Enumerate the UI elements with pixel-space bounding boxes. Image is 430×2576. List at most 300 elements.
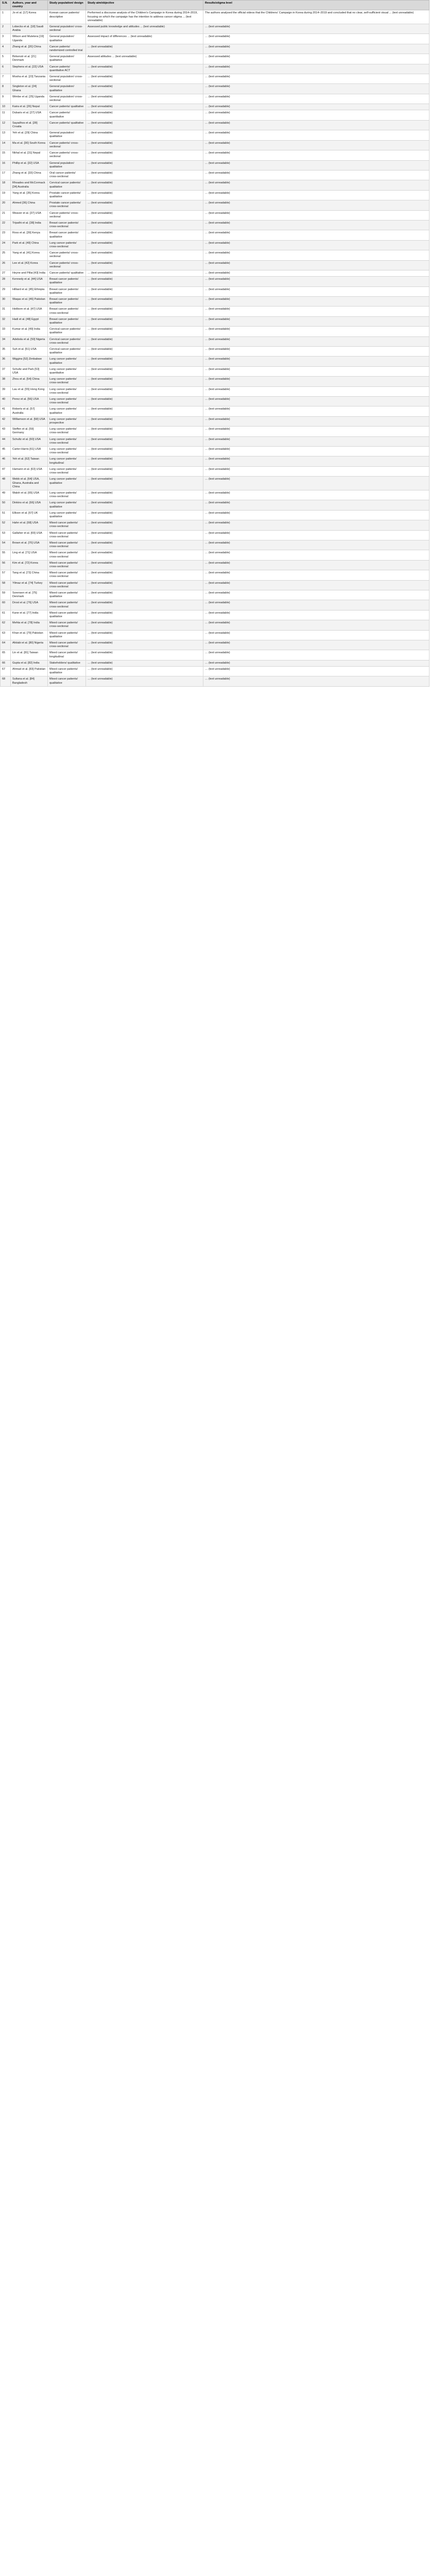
cell-aim: … (text unreadable) (86, 630, 203, 640)
cell-design: Lung cancer patients/ quantitative (48, 366, 86, 376)
cell-authors: Ahmad et al. [83] Pakistan (11, 667, 48, 676)
table-row (1, 220, 429, 230)
cell-results: … (text unreadable) (203, 230, 429, 240)
cell-aim: … (text unreadable) (86, 307, 203, 316)
cell-aim: Assessed public knowledge and attitudes ... (text unreadable) (86, 24, 203, 34)
table-row (1, 386, 429, 396)
cell-design: Lung cancer patients/ qualitative (48, 357, 86, 366)
cell-results: … (text unreadable) (203, 160, 429, 170)
table-row (1, 74, 429, 84)
cell-sn: 15 (1, 150, 11, 160)
table-row (1, 34, 429, 44)
cell-design: General population/ cross-sectional (48, 74, 86, 84)
cell-results: … (text unreadable) (203, 600, 429, 610)
cell-authors: Jo et al. [17] Korea (11, 10, 48, 24)
cell-design: Lung cancer patients/ cross-sectional (48, 377, 86, 386)
cell-sn: 19 (1, 190, 11, 200)
cell-sn: 21 (1, 210, 11, 220)
cell-design: Mixed cancer patients/ cross-sectional (48, 580, 86, 590)
table-row (1, 397, 429, 406)
cell-results: … (text unreadable) (203, 277, 429, 286)
cell-authors: Perez et al. [56] USA (11, 397, 48, 406)
table-row (1, 110, 429, 120)
table-row (1, 427, 429, 436)
table-row (1, 277, 429, 286)
cell-design: Oral cancer patients/ cross-sectional (48, 170, 86, 180)
header-design: Study population/ design (48, 1, 86, 10)
cell-design: General population/ qualitative (48, 34, 86, 44)
cell-aim: … (text unreadable) (86, 427, 203, 436)
cell-design: Breast cancer patients/ qualitative (48, 230, 86, 240)
cell-aim: … (text unreadable) (86, 286, 203, 296)
cell-sn: 24 (1, 240, 11, 250)
cell-authors: Birkenstr et al. [21] Denmark (11, 54, 48, 64)
table-row (1, 210, 429, 220)
cell-results: … (text unreadable) (203, 386, 429, 396)
cell-design: Mixed cancer patients/ cross-sectional (48, 530, 86, 540)
table-body (1, 10, 429, 686)
cell-sn: 44 (1, 436, 11, 446)
cell-design: Lung cancer patients/ qualitative (48, 500, 86, 510)
cell-authors: Tang et al. [73] China (11, 570, 48, 580)
header-sn: S.N. (1, 1, 11, 10)
cell-results: … (text unreadable) (203, 660, 429, 666)
cell-design: Mixed cancer patients/ qualitative (48, 630, 86, 640)
cell-sn: 11 (1, 110, 11, 120)
cell-results: … (text unreadable) (203, 270, 429, 276)
cell-authors: Sultana et al. [84] Bangladesh (11, 676, 48, 686)
table-row (1, 44, 429, 54)
cell-authors: Williamson et al. [58] USA (11, 416, 48, 426)
cell-sn: 32 (1, 316, 11, 326)
cell-results: … (text unreadable) (203, 190, 429, 200)
cell-design: General population/ cross-sectional (48, 94, 86, 104)
cell-sn: 23 (1, 230, 11, 240)
cell-aim: Assessed attitudes ... (text unreadable) (86, 54, 203, 64)
cell-aim: … (text unreadable) (86, 640, 203, 650)
cell-authors: Carter-Harris [61] USA (11, 447, 48, 456)
cell-design: Cancer patients/ cross-sectional (48, 260, 86, 270)
cell-aim: … (text unreadable) (86, 190, 203, 200)
cell-sn: 26 (1, 260, 11, 270)
table-row (1, 190, 429, 200)
table-row (1, 660, 429, 666)
cell-authors: Hilliard et al. [45] Ethiopia (11, 286, 48, 296)
cell-design: Lung cancer patients/ qualitative (48, 406, 86, 416)
cell-aim: … (text unreadable) (86, 74, 203, 84)
cell-design: Lung cancer patients/ cross-sectional (48, 240, 86, 250)
cell-results: … (text unreadable) (203, 150, 429, 160)
header-aim: Study aim/objective (86, 1, 203, 10)
cell-authors: Walsh et al. [65] USA (11, 490, 48, 500)
cell-design: Cervical cancer patients/ qualitative (48, 347, 86, 357)
cell-design: Mixed cancer patients/ qualitative (48, 590, 86, 600)
table-row (1, 94, 429, 104)
cell-design: Breast cancer patients/ cross-sectional (48, 307, 86, 316)
cell-sn: 49 (1, 490, 11, 500)
cell-sn: 52 (1, 520, 11, 530)
cell-results: … (text unreadable) (203, 580, 429, 590)
cell-authors: Zhou et al. [54] China (11, 377, 48, 386)
cell-aim: … (text unreadable) (86, 94, 203, 104)
cell-sn: 67 (1, 667, 11, 676)
cell-authors: Yeh et al. [62] Taiwan (11, 456, 48, 466)
cell-authors: Roberts et al. [57] Australia (11, 406, 48, 416)
cell-design: Cancer patients/ qualitative (48, 104, 86, 110)
table-row (1, 466, 429, 476)
cell-aim: … (text unreadable) (86, 600, 203, 610)
table-row (1, 327, 429, 336)
cell-design: Lung cancer patients/ cross-sectional (48, 490, 86, 500)
cell-results: … (text unreadable) (203, 84, 429, 94)
cell-sn: 50 (1, 500, 11, 510)
cell-authors: Yang et al. [35] Korea (11, 190, 48, 200)
cell-aim: … (text unreadable) (86, 270, 203, 276)
cell-aim: … (text unreadable) (86, 580, 203, 590)
cell-sn: 45 (1, 447, 11, 456)
cell-design: Mixed cancer patients/ cross-sectional (48, 550, 86, 560)
cell-authors: Lobecks et al. [18] Saudi Arabia (11, 24, 48, 34)
cell-results: … (text unreadable) (203, 520, 429, 530)
cell-authors: Yeh et al. [29] China (11, 130, 48, 140)
cell-aim: … (text unreadable) (86, 210, 203, 220)
cell-authors: Wiggins [52] Zimbabwe (11, 357, 48, 366)
cell-design: Breast cancer patients/ qualitative (48, 316, 86, 326)
cell-results: … (text unreadable) (203, 610, 429, 620)
cell-results: … (text unreadable) (203, 220, 429, 230)
cell-sn: 5 (1, 54, 11, 64)
cell-aim: … (text unreadable) (86, 250, 203, 260)
cell-design: Prostate cancer patients/ cross-sectional (48, 200, 86, 210)
table-row (1, 180, 429, 190)
cell-sn: 14 (1, 140, 11, 150)
cell-authors: Schultz et al. [60] USA (11, 436, 48, 446)
cell-aim: … (text unreadable) (86, 316, 203, 326)
cell-authors: Gupta et al. [82] India (11, 660, 48, 666)
cell-design: Mixed cancer patients/ qualitative (48, 667, 86, 676)
cell-results: … (text unreadable) (203, 570, 429, 580)
cell-sn: 38 (1, 377, 11, 386)
table-row (1, 250, 429, 260)
cell-sn: 2 (1, 24, 11, 34)
cell-aim: … (text unreadable) (86, 44, 203, 54)
cell-sn: 8 (1, 84, 11, 94)
studies-table (0, 0, 429, 687)
cell-aim: … (text unreadable) (86, 347, 203, 357)
cell-aim: … (text unreadable) (86, 510, 203, 520)
cell-results: … (text unreadable) (203, 307, 429, 316)
cell-results: … (text unreadable) (203, 170, 429, 180)
cell-aim: … (text unreadable) (86, 130, 203, 140)
cell-authors: Lee et al. [42] Korea (11, 260, 48, 270)
cell-results: … (text unreadable) (203, 24, 429, 34)
cell-sn: 22 (1, 220, 11, 230)
cell-results: … (text unreadable) (203, 94, 429, 104)
cell-authors: Heilborn et al. [47] USA (11, 307, 48, 316)
cell-sn: 57 (1, 570, 11, 580)
cell-results: … (text unreadable) (203, 74, 429, 84)
cell-sn: 28 (1, 277, 11, 286)
table-row (1, 676, 429, 686)
cell-design: General population/ qualitative (48, 160, 86, 170)
cell-design: General population/ cross-sectional (48, 24, 86, 34)
cell-sn: 61 (1, 610, 11, 620)
cell-sn: 18 (1, 180, 11, 190)
cell-results: … (text unreadable) (203, 110, 429, 120)
table-row (1, 84, 429, 94)
table-row (1, 150, 429, 160)
cell-aim: … (text unreadable) (86, 436, 203, 446)
cell-aim: … (text unreadable) (86, 500, 203, 510)
cell-authors: Kennedy et al. [44] USA (11, 277, 48, 286)
cell-aim: … (text unreadable) (86, 530, 203, 540)
cell-authors: Lin et al. [81] Taiwan (11, 650, 48, 660)
cell-authors: Nkhal et al. [31] Nepal (11, 150, 48, 160)
table-row (1, 650, 429, 660)
cell-results: … (text unreadable) (203, 436, 429, 446)
table-row (1, 610, 429, 620)
table-row (1, 270, 429, 276)
cell-results: … (text unreadable) (203, 34, 429, 44)
cell-results: … (text unreadable) (203, 500, 429, 510)
cell-aim: … (text unreadable) (86, 397, 203, 406)
cell-results: … (text unreadable) (203, 676, 429, 686)
cell-design: Prostate cancer patients/ qualitative (48, 190, 86, 200)
cell-results: … (text unreadable) (203, 180, 429, 190)
cell-sn: 40 (1, 397, 11, 406)
cell-design: Mixed cancer patients/ qualitative (48, 676, 86, 686)
cell-aim: … (text unreadable) (86, 590, 203, 600)
cell-results: … (text unreadable) (203, 130, 429, 140)
table-row (1, 600, 429, 610)
cell-aim: … (text unreadable) (86, 466, 203, 476)
cell-results: … (text unreadable) (203, 406, 429, 416)
cell-results: … (text unreadable) (203, 260, 429, 270)
cell-results: … (text unreadable) (203, 104, 429, 110)
cell-aim: … (text unreadable) (86, 120, 203, 130)
cell-authors: Ellison et al. [67] UK (11, 510, 48, 520)
cell-authors: Afolabi et al. [80] Nigeria (11, 640, 48, 650)
table-row (1, 530, 429, 540)
cell-results: The authors analysed the official videos that the Childrens' Campaign in Korea during 2014–2019 and concluded that no clear, self-sufficient visual ... (text unreadable) (203, 10, 429, 24)
cell-results: … (text unreadable) (203, 477, 429, 490)
cell-design: Mixed cancer patients/ cross-sectional (48, 600, 86, 610)
cell-authors: Stephens et al. [22] USA (11, 64, 48, 74)
cell-design: Lung cancer patients/ cross-sectional (48, 447, 86, 456)
cell-sn: 55 (1, 550, 11, 560)
cell-design: Mixed cancer patients/ cross-sectional (48, 640, 86, 650)
cell-authors: Weaver et al. [37] USA (11, 210, 48, 220)
cell-results: … (text unreadable) (203, 210, 429, 220)
cell-results: … (text unreadable) (203, 316, 429, 326)
cell-aim: … (text unreadable) (86, 490, 203, 500)
cell-authors: Waqas et al. [46] Pakistan (11, 296, 48, 306)
cell-results: … (text unreadable) (203, 510, 429, 520)
cell-aim: … (text unreadable) (86, 650, 203, 660)
cell-aim: … (text unreadable) (86, 406, 203, 416)
cell-sn: 42 (1, 416, 11, 426)
cell-design: Cervical cancer patients/ qualitative (48, 327, 86, 336)
cell-sn: 16 (1, 160, 11, 170)
cell-design: Mixed cancer patients/ cross-sectional (48, 560, 86, 570)
cell-design: General population/ qualitative (48, 84, 86, 94)
cell-sn: 54 (1, 540, 11, 550)
cell-sn: 47 (1, 466, 11, 476)
cell-aim: … (text unreadable) (86, 140, 203, 150)
table-row (1, 230, 429, 240)
table-row (1, 640, 429, 650)
cell-design: Lung cancer patients/ cross-sectional (48, 466, 86, 476)
cell-authors: Heyne and Pillai [43] India (11, 270, 48, 276)
table-row (1, 140, 429, 150)
table-row (1, 366, 429, 376)
cell-results: … (text unreadable) (203, 296, 429, 306)
cell-sn: 65 (1, 650, 11, 660)
cell-authors: Suh et al. [51] USA (11, 347, 48, 357)
table-row (1, 307, 429, 316)
cell-results: … (text unreadable) (203, 140, 429, 150)
cell-results: … (text unreadable) (203, 200, 429, 210)
cell-aim: … (text unreadable) (86, 160, 203, 170)
cell-design: Cancer patients/ randomized controlled trial (48, 44, 86, 54)
cell-aim: … (text unreadable) (86, 610, 203, 620)
cell-aim: … (text unreadable) (86, 277, 203, 286)
cell-authors: Brown et al. [70] USA (11, 540, 48, 550)
cell-aim: … (text unreadable) (86, 416, 203, 426)
cell-results: … (text unreadable) (203, 640, 429, 650)
cell-aim: … (text unreadable) (86, 620, 203, 630)
cell-authors: Mehta et al. [78] India (11, 620, 48, 630)
cell-authors: Zhang et al. [33] China (11, 170, 48, 180)
cell-design: Mixed cancer patients/ cross-sectional (48, 570, 86, 580)
cell-authors: Yang et al. [41] Korea (11, 250, 48, 260)
cell-results: … (text unreadable) (203, 357, 429, 366)
cell-sn: 29 (1, 286, 11, 296)
table-row (1, 240, 429, 250)
cell-aim: … (text unreadable) (86, 260, 203, 270)
cell-aim: … (text unreadable) (86, 104, 203, 110)
cell-results: … (text unreadable) (203, 540, 429, 550)
cell-aim: … (text unreadable) (86, 477, 203, 490)
cell-sn: 60 (1, 600, 11, 610)
cell-design: Mixed cancer patients/ qualitative (48, 610, 86, 620)
cell-design: Lung cancer patients/ qualitative (48, 477, 86, 490)
cell-aim: Performed a discourse analysis of the Children's Campaign in Korea during 2014–2019, focusing on which the campaign has the intention to address cancer stigma ... (text unreadable) (86, 10, 203, 24)
cell-aim: … (text unreadable) (86, 327, 203, 336)
cell-sn: 59 (1, 590, 11, 600)
table-row (1, 590, 429, 600)
table-row (1, 620, 429, 630)
cell-results: … (text unreadable) (203, 447, 429, 456)
cell-sn: 10 (1, 104, 11, 110)
cell-sn: 25 (1, 250, 11, 260)
cell-design: Lung cancer patients/ cross-sectional (48, 436, 86, 446)
table-row (1, 500, 429, 510)
cell-results: … (text unreadable) (203, 466, 429, 476)
cell-sn: 58 (1, 580, 11, 590)
cell-sn: 4 (1, 44, 11, 54)
cell-sn: 1 (1, 10, 11, 24)
table-row (1, 560, 429, 570)
cell-sn: 27 (1, 270, 11, 276)
cell-sn: 53 (1, 530, 11, 540)
cell-authors: Rhoades and McCormack [34] Australia (11, 180, 48, 190)
table-row (1, 377, 429, 386)
cell-design: Lung cancer patients/ prospective (48, 416, 86, 426)
cell-aim: … (text unreadable) (86, 456, 203, 466)
cell-design: Lung cancer patients/ longitudinal (48, 456, 86, 466)
table-row (1, 286, 429, 296)
cell-results: … (text unreadable) (203, 336, 429, 346)
cell-sn: 9 (1, 94, 11, 104)
table-row (1, 630, 429, 640)
cell-design: General population/ qualitative (48, 54, 86, 64)
cell-design: Cancer patients/ quantitative ACT (48, 64, 86, 74)
cell-sn: 3 (1, 34, 11, 44)
cell-results: … (text unreadable) (203, 54, 429, 64)
table-row (1, 570, 429, 580)
results-table-container (0, 0, 429, 687)
cell-sn: 33 (1, 327, 11, 336)
table-row (1, 416, 429, 426)
cell-sn: 36 (1, 357, 11, 366)
table-row (1, 520, 429, 530)
table-row (1, 64, 429, 74)
table-row (1, 436, 429, 446)
cell-aim: … (text unreadable) (86, 377, 203, 386)
cell-design: Mixed cancer patients/ longitudinal (48, 650, 86, 660)
cell-results: … (text unreadable) (203, 650, 429, 660)
table-row (1, 160, 429, 170)
cell-sn: 64 (1, 640, 11, 650)
cell-sn: 41 (1, 406, 11, 416)
table-row (1, 104, 429, 110)
cell-sn: 7 (1, 74, 11, 84)
cell-results: … (text unreadable) (203, 550, 429, 560)
cell-results: … (text unreadable) (203, 416, 429, 426)
table-row (1, 120, 429, 130)
cell-authors: Ma et al. [30] South Korea (11, 140, 48, 150)
cell-sn: 35 (1, 347, 11, 357)
cell-results: … (text unreadable) (203, 620, 429, 630)
cell-design: Korean cancer patients/ descriptive (48, 10, 86, 24)
cell-design: Breast cancer patients/ qualitative (48, 277, 86, 286)
table-row (1, 357, 429, 366)
cell-authors: Lau et al. [55] Hong Kong (11, 386, 48, 396)
cell-sn: 51 (1, 510, 11, 520)
cell-authors: Kumar et al. [49] India (11, 327, 48, 336)
cell-design: Cancer patients/ qualitative (48, 120, 86, 130)
table-row (1, 347, 429, 357)
cell-sn: 68 (1, 676, 11, 686)
cell-aim: … (text unreadable) (86, 230, 203, 240)
cell-design: Cancer patients/ qualitative (48, 270, 86, 276)
cell-aim: Assessed impact of differences ... (text unreadable) (86, 34, 203, 44)
cell-authors: Sayadhos et al. [28] Croatia (11, 120, 48, 130)
cell-results: … (text unreadable) (203, 286, 429, 296)
cell-authors: Singleton et al. [24] Ghana (11, 84, 48, 94)
cell-design: Cancer patients/ cross-sectional (48, 210, 86, 220)
cell-aim: … (text unreadable) (86, 540, 203, 550)
cell-results: … (text unreadable) (203, 530, 429, 540)
cell-aim: … (text unreadable) (86, 180, 203, 190)
table-row (1, 200, 429, 210)
cell-authors: Dinkins et al. [66] USA (11, 500, 48, 510)
cell-aim: … (text unreadable) (86, 357, 203, 366)
cell-sn: 43 (1, 427, 11, 436)
cell-authors: Kane et al. [77] India (11, 610, 48, 620)
cell-sn: 31 (1, 307, 11, 316)
